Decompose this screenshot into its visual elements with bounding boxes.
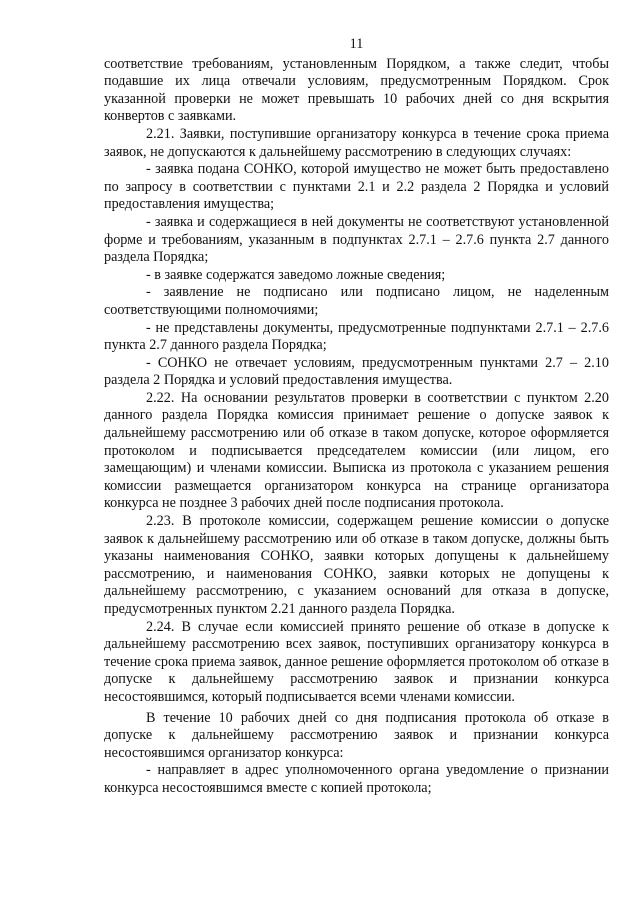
paragraph-2-22: 2.22. На основании результатов проверки в соответствии с пунктом 2.20 данного раздела Порядка комиссия принимает решение о допуске заявок к дальнейшему рассмотрению или об отказе в таком допуске, которое оформляется протоколом и подписывается председателем комиссии (или лицом, его замещающим) и членами комиссии. Выписка из протокола с указанием решения комиссии размещается организатором конкурса на странице организатора конкурса не позднее 3 рабочих дней после подписания протокола. — [104, 389, 609, 512]
list-item: - СОНКО не отвечает условиям, предусмотренным пунктами 2.7 – 2.10 раздела 2 Порядка и условий предоставления имущества. — [104, 354, 609, 389]
list-item: - в заявке содержатся заведомо ложные сведения; — [146, 266, 446, 283]
document-page — [104, 36, 609, 798]
list-item: - заявка подана СОНКО, которой имущество не может быть предоставлено по запросу в соответствии с пунктами 2.1 и 2.2 раздела 2 Порядка и условий предоставления имущества; — [104, 161, 609, 213]
list-item: - направляет в адрес уполномоченного органа уведомление о признании конкурса несостоявшимся вместе с копией протокола; — [104, 762, 609, 796]
list-item: - заявка и содержащиеся в ней документы не соответствуют установленной форме и требованиям, указанным в подпунктах 2.7.1 – 2.7.6 пункта 2.7 данного раздела Порядка; — [104, 213, 609, 266]
list-item: - заявление не подписано или подписано лицом, не наделенным соответствующими полномочиями; — [104, 284, 609, 318]
paragraph-2-24: 2.24. В случае если комиссией принято решение об отказе в допуске к дальнейшему рассмотрению всех заявок, поступивших организатору конкурса в течение срока приема заявок, данное решение оформляется протоколом об отказе в допуске к дальнейшему рассмотрению заявок и признании конкурса несостоявшимся, который подписывается всеми членами комиссии. — [104, 618, 609, 705]
paragraph-2-23: 2.23. В протоколе комиссии, содержащем решение комиссии о допуске заявок к дальнейшему рассмотрению или об отказе в таком допуске, должны быть указаны наименования СОНКО, заявки которых допущены к дальнейшему рассмотрению, и наименования СОНКО, заявки которых не допущены к дальнейшему рассмотрению, с указанием оснований для отказа в допуске, предусмотренных пунктом 2.21 данного раздела Порядка. — [104, 513, 609, 617]
paragraph: В течение 10 рабочих дней со дня подписания протокола об отказе в допуске к дальнейшему рассмотрению заявок и признании конкурса несостоявшимся организатор конкурса: — [104, 709, 609, 761]
list-item: - не представлены документы, предусмотренные подпунктами 2.7.1 – 2.7.6 пункта 2.7 данного раздела Порядка; — [104, 319, 609, 354]
page-number: 11 — [349, 36, 364, 52]
paragraph-2-21: 2.21. Заявки, поступившие организатору конкурса в течение срока приема заявок, не допускаются к дальнейшему рассмотрению в следующих случаях: — [104, 125, 609, 160]
paragraph: соответствие требованиям, установленным Порядком, а также следит, чтобы подавшие их лица отвечали условиям, предусмотренным Порядком. Срок указанной проверки не может превышать 10 рабочих дней со дня вскрытия конвертов с заявками. — [104, 55, 609, 125]
